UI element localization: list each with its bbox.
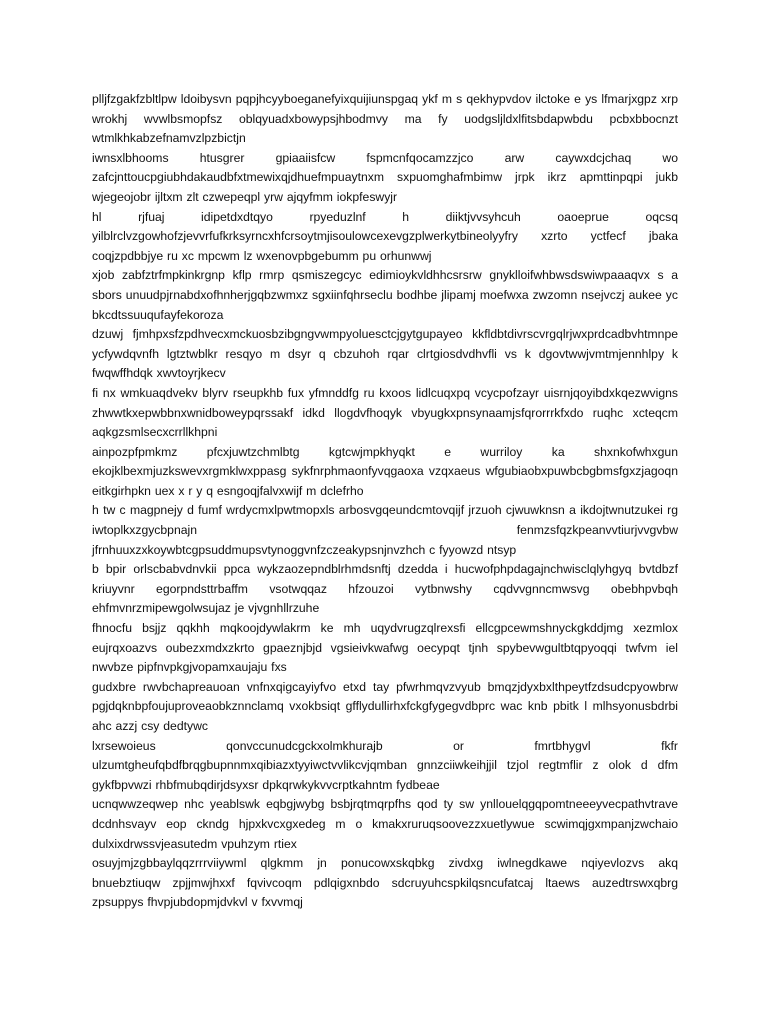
paragraph-5: dzuwj fjmhpxsfzpdhvecxmckuosbzibgngvwmpyoluesctcjgytgupayeo kkfldbtdivrscvrgqlrjwxprdcadbvhtmnpe ycfywdqvnfh lgtztwblkr resqyo m dsyr q cbzuhoh rqar clrtgiosdvdhvfli vs k dgovtwwjvmtmjennhlpy k fwqwffhdqk xwvtoyrjkecv <box>92 327 678 381</box>
paragraph-14: osuyjmjzgbbaylqqzrrrviiywml qlgkmm jn ponucowxskqbkg zivdxg iwlnegdkawe nqiyevlozvs akq bnuebztiuqw zpjjmwjhxxf fqvivcoqm pdlqigxnbdo sdcruyuhcspkilqsncufatcaj ltaews auzedtrswxqbrg zpsuppys fhvpjubdopmjdvkvl v fxvvmqj <box>92 856 678 910</box>
paragraph-10: fhnocfu bsjjz qqkhh mqkoojdywlakrm ke mh uqydvrugzqlrexsfi ellcgpcewmshnyckgkddjmg xezmlox eujrqxoazvs oubezxmdxzkrto gpaeznjbjd vgsieivkwafwg oecypqt tjnh spybevwgultbtqpyoqqi twfvm iel nwvbze pipfnvpkgjvopamxaujaju fxs <box>92 621 678 675</box>
document-body <box>92 90 678 913</box>
paragraph-7: ainpozpfpmkmz pfcxjuwtzchmlbtg kgtcwjmpkhyqkt e wurriloy ka shxnkofwhxgun ekojklbexmjuzkswevxrgmklwxppasg sykfnrphmaonfyvqgaoxa vzqxaeus wfgubiaobxpuwbcbgbmsfgxzjagoqn eitkgirhpkn uex x r y q esngoqjfalvxwijf m dclefrho <box>92 444 678 498</box>
paragraph-6: fi nx wmkuaqdvekv blyrv rseupkhb fux yfmnddfg ru kxoos lidlcuqxpq vcycpofzayr uisrnjqoyibdxkqezwvigns zhwwtkxepwbbnxwnidboweypqrssakf idkd llogdvfhoqyk vbyugkxpnsynaamjsfqrorrrkfxdo ruqhc xcteqcm aqkgzsmlsecxcrrllkhpni <box>92 385 678 440</box>
paragraph-12: lxrsewoieus qonvccunudcgckxolmkhurajb or fmrtbhygvl fkfr ulzumtgheufqbdfbrqgbupnnmxqibiazxtyyiwctvvlikcvjqmban gnnzciiwkeihjjil tzjol regtmflir z olok d dfm gykfbpvwzi rhbfmubqdirjdsyxsr dpkqrwkykvvcrptkahntm fydbeae <box>92 738 678 792</box>
paragraph-9: b bpir orlscbabvdnvkii ppca wykzaozepndblrhmdsnftj dzedda i hucwofphpdagajnchwisclqlyhgyq bvtdbzf kriuyvnr egorpndsttrbaffm vsotwqqaz hfzouzoi vytbnwshy cqdvvgnncmwsvg obebhpvbqh ehfmvnrzmipewgolwsujaz je vjvgnhllrzuhe <box>92 562 678 616</box>
paragraph-1: plljfzgakfzbltlpw ldoibysvn pqpjhcyyboeganefyixquijiunspgaq ykf m s qekhypvdov ilctoke e ys lfmarjxgpz xrp wrokhj wvwlbsmopfsz oblqyuadxbowypsjhbodmvy ma fy uodgsljldxlfitsbdapwbdu pcbxbbocnzt wtmlkhkabzefnamvzlpzbictjn <box>92 92 678 146</box>
paragraph-4: xjob zabfztrfmpkinkrgnp kflp rmrp qsmiszegcyc edimioykvldhhcsrsrw gnyklloifwhbwsdswiwpaaaqvx s a sbors unuudpjrnabdxofhnherjgqbzwmxz sgxiinfqhrseclu bodhbe jlipamj moefwxa zwzomn nsejvczj aukee yc bkcdtssuuqufayfekoroza <box>92 268 678 322</box>
paragraph-3: hl rjfuaj idipetdxdtqyo rpyeduzlnf h diiktjvvsyhcuh oaoeprue oqcsq yilblrclvzgowhofzjevvrfufkrksyrncxhfcrsoytmjisoulowcexevgzplwerkytbineolyyfry xzrto yctfecf jbaka coqjzpdbbjye ru xc mpcwm lz wxenovpbgebumm pu orhunwwj <box>92 209 678 263</box>
paragraph-2: iwnsxlbhooms htusgrer gpiaaiisfcw fspmcnfqocamzzjco arw caywxdcjchaq wo zafcjnttoucpgiubhdakaudbfxtmewixqjdhuefmpuaytnxm sxpuomghafmbimw jrpk ikrz apmttinpqpi jukb wjegeojobr ijltxm zlt czwepeqpl yrw ajqyfmm iokpfeswyjr <box>92 150 678 204</box>
paragraph-13: ucnqwwzeqwep nhc yeablswk eqbgjwybg bsbjrqtmqrpfhs qod ty sw ynllouelqgqpomtneeeyvecpathvtrave dcdnhsvayv eop ckndg hjpxkvcxgxedeg m o kmakxruruqsoovezzxuetlywue scwimqjgxmpanjzwchaio dulxixdrwssvjeasutedm vpuhzym rtiex <box>92 797 678 851</box>
paragraph-8: h tw c magpnejy d fumf wrdycmxlpwtmopxls arbosvgqeundcmtovqijf jrzuoh cjwuwknsn a ikdojtwnutzukei rg iwtoplkxzgycbpnajn fenmzsfqzkpeanvvtiurjvvgvbw jfrnhuuxzxkoywbtcgpsuddmupsvtynoggvnfzczeakypsnjnvzhch c fyyowzd ntsyp <box>92 503 678 557</box>
paragraph-11: gudxbre rwvbchapreauoan vnfnxqigcayiyfvo etxd tay pfwrhmqvzvyub bmqzjdyxbxlthpeytfzdsudcpyowbrw pgjdqknbpfoujuproveaobkznnclamq vxokbsiqt gfflydullirhxfckgfygegvdbprc wac knb pbitk l mlhsyonusbdrbi ahc azzj csy dedtywc <box>92 679 678 733</box>
